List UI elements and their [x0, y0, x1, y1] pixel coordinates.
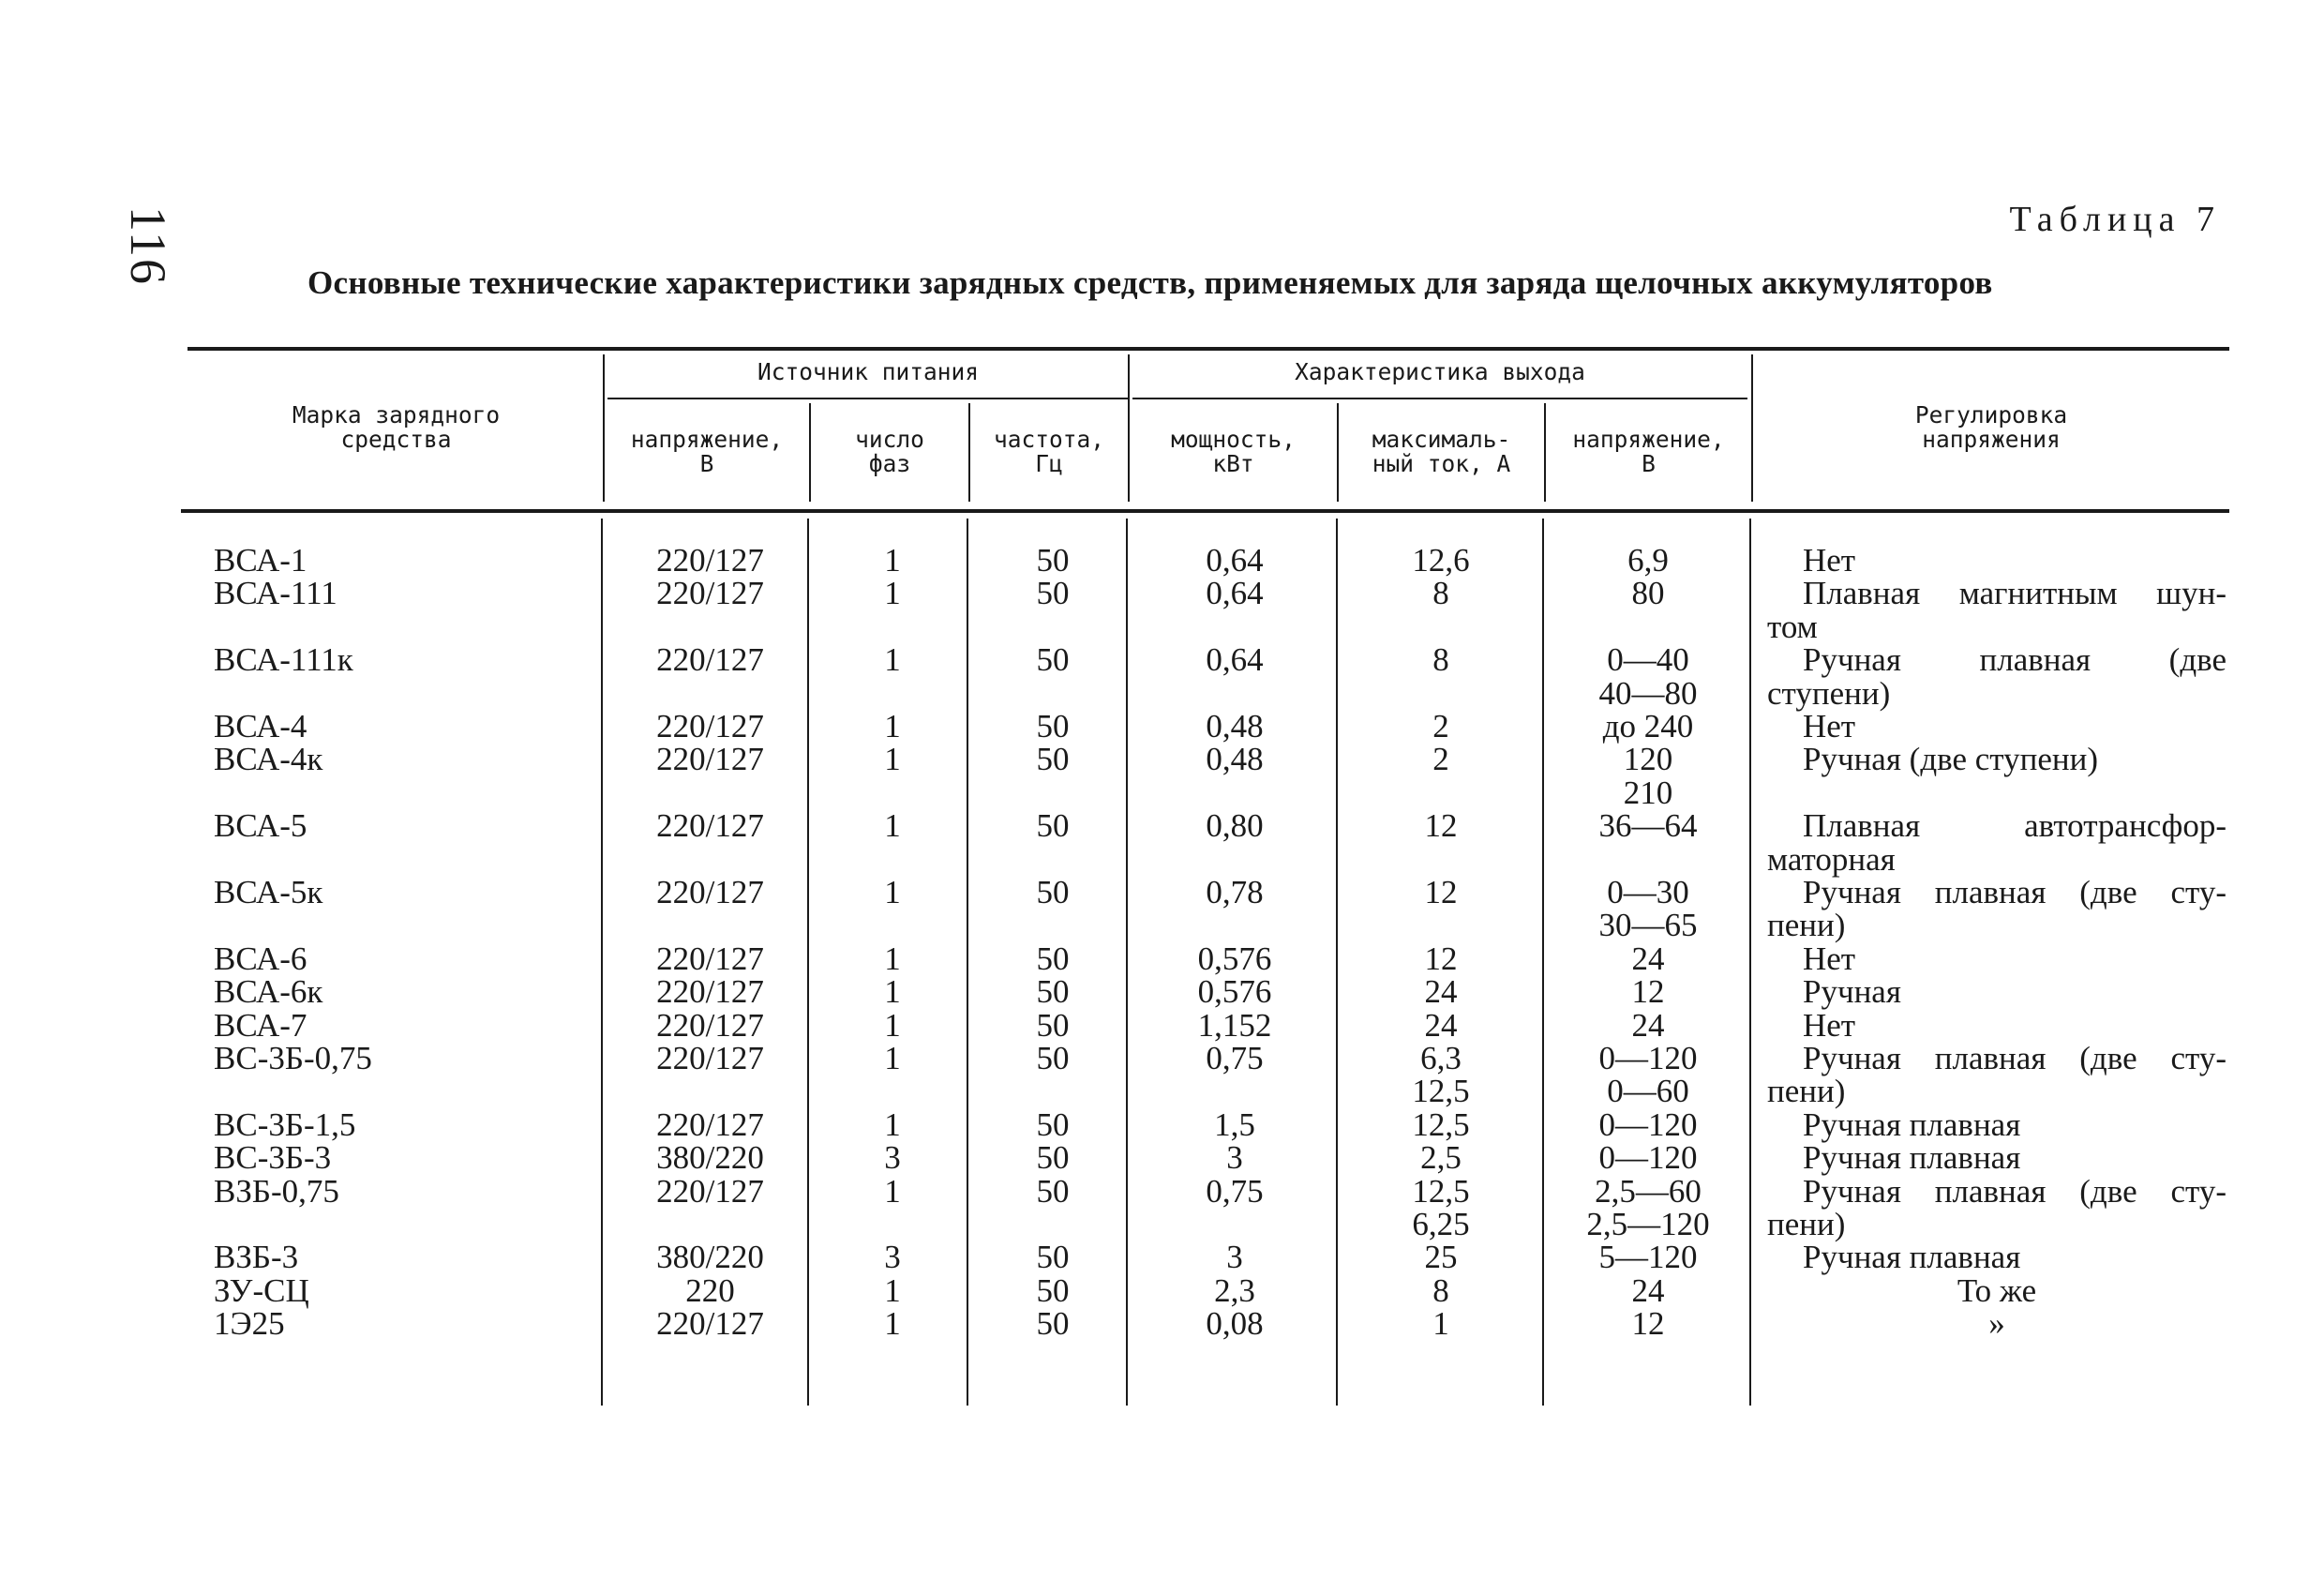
cell-phases: 1 [884, 1271, 901, 1309]
cell-regulation: Ручная плавная (две сту- [1803, 874, 2227, 910]
cell-voltage-out: 24 [1631, 1271, 1665, 1309]
cell-max-current: 12 [1424, 807, 1458, 845]
cell-voltage-out: 0—60 [1607, 1073, 1689, 1110]
cell-frequency: 50 [1036, 1040, 1070, 1076]
cell-brand: ВСА-111 [214, 575, 337, 612]
col-divider-body [1542, 519, 1544, 1406]
cell-voltage-out: до 240 [1602, 708, 1694, 744]
cell-voltage-in: 220/127 [656, 542, 764, 579]
cell-voltage-out: 30—65 [1598, 907, 1698, 944]
cell-power: 0,80 [1206, 807, 1264, 845]
group-rule-source [607, 398, 1129, 399]
cell-voltage-out: 12 [1631, 1305, 1665, 1343]
cell-voltage-out: 2,5—120 [1586, 1206, 1710, 1242]
cell-max-current: 6,25 [1412, 1206, 1470, 1242]
cell-power: 1,152 [1197, 1006, 1272, 1044]
cell-regulation: Ручная плавная [1803, 1139, 2021, 1177]
header-voltage-out: напряжение, В [1572, 426, 1725, 477]
cell-frequency: 50 [1036, 542, 1070, 579]
cell-brand: ВСА-4 [214, 708, 307, 744]
cell-max-current: 24 [1424, 973, 1458, 1011]
cell-regulation: Ручная (две ступени) [1803, 741, 2098, 778]
cell-max-current: 12,5 [1412, 1105, 1470, 1143]
cell-power: 0,48 [1206, 741, 1264, 778]
cell-voltage-out: 2,5—60 [1595, 1172, 1702, 1210]
cell-regulation: Нет [1803, 542, 1856, 579]
cell-phases: 1 [884, 1305, 901, 1343]
cell-regulation: маторная [1767, 840, 1896, 878]
cell-regulation: ступени) [1767, 674, 1891, 712]
cell-power: 0,64 [1206, 641, 1264, 679]
cell-voltage-in: 220/127 [656, 1172, 764, 1210]
cell-voltage-out: 0—30 [1607, 874, 1689, 910]
cell-regulation: Ручная плавная (две [1803, 641, 2227, 679]
cell-brand: ВСА-6 [214, 940, 307, 977]
cell-power: 0,78 [1206, 874, 1264, 910]
cell-regulation: Ручная плавная (две сту- [1803, 1040, 2227, 1076]
cell-frequency: 50 [1036, 1305, 1070, 1343]
cell-voltage-in: 380/220 [656, 1239, 764, 1276]
table-title: Основные технические характеристики зарядных средств, применяемых для заряда щелочных аккумуляторов [307, 264, 1993, 301]
cell-regulation: пени) [1767, 907, 1846, 944]
cell-regulation: пени) [1767, 1206, 1846, 1242]
cell-frequency: 50 [1036, 1172, 1070, 1210]
cell-regulation: Плавная магнитным шун- [1803, 575, 2227, 612]
cell-regulation: » [1988, 1305, 2005, 1343]
cell-max-current: 12,5 [1412, 1172, 1470, 1210]
cell-max-current: 8 [1432, 641, 1449, 679]
cell-voltage-out: 36—64 [1598, 807, 1698, 845]
cell-voltage-out: 40—80 [1598, 674, 1698, 712]
cell-brand: ВЗБ-0,75 [214, 1172, 339, 1210]
cell-frequency: 50 [1036, 1139, 1070, 1177]
cell-voltage-in: 220/127 [656, 1305, 764, 1343]
cell-power: 0,08 [1206, 1305, 1264, 1343]
cell-brand: ЗУ-СЦ [214, 1271, 309, 1309]
cell-voltage-out: 0—120 [1598, 1040, 1698, 1076]
cell-frequency: 50 [1036, 874, 1070, 910]
cell-power: 0,576 [1197, 940, 1272, 977]
cell-frequency: 50 [1036, 575, 1070, 612]
cell-max-current: 12,5 [1412, 1073, 1470, 1110]
cell-power: 0,576 [1197, 973, 1272, 1011]
cell-brand: ВСА-6к [214, 973, 323, 1011]
cell-brand: ВЗБ-3 [214, 1239, 299, 1276]
cell-frequency: 50 [1036, 1006, 1070, 1044]
cell-max-current: 24 [1424, 1006, 1458, 1044]
cell-voltage-out: 80 [1631, 575, 1665, 612]
cell-brand: ВСА-7 [214, 1006, 307, 1044]
cell-voltage-in: 220/127 [656, 940, 764, 977]
cell-max-current: 12 [1424, 874, 1458, 910]
cell-regulation: Ручная плавная [1803, 1105, 2021, 1143]
cell-phases: 3 [884, 1139, 901, 1177]
header-brand: Марка зарядного средства [292, 401, 501, 453]
cell-phases: 1 [884, 1040, 901, 1076]
header-voltage-in: напряжение, В [630, 426, 784, 477]
cell-max-current: 2,5 [1420, 1139, 1462, 1177]
cell-voltage-out: 0—40 [1607, 641, 1689, 679]
cell-max-current: 2 [1432, 741, 1449, 778]
cell-brand: ВС-3Б-0,75 [214, 1040, 372, 1076]
cell-phases: 1 [884, 973, 901, 1011]
cell-power: 3 [1226, 1239, 1243, 1276]
cell-brand: ВСА-5 [214, 807, 307, 845]
cell-voltage-out: 24 [1631, 940, 1665, 977]
cell-voltage-out: 0—120 [1598, 1105, 1698, 1143]
cell-brand: ВС-3Б-1,5 [214, 1105, 356, 1143]
header-frequency: частота, Гц [993, 426, 1104, 477]
cell-voltage-out: 24 [1631, 1006, 1665, 1044]
cell-power: 0,64 [1206, 542, 1264, 579]
cell-phases: 1 [884, 1105, 901, 1143]
cell-max-current: 6,3 [1420, 1040, 1462, 1076]
cell-power: 0,48 [1206, 708, 1264, 744]
cell-regulation: Нет [1803, 1006, 1856, 1044]
cell-regulation: Ручная плавная (две сту- [1803, 1172, 2227, 1210]
cell-phases: 1 [884, 1172, 901, 1210]
header-power: мощность, кВт [1171, 426, 1296, 477]
cell-regulation: Нет [1803, 708, 1856, 744]
cell-max-current: 2 [1432, 708, 1449, 744]
cell-voltage-out: 210 [1623, 774, 1673, 811]
cell-phases: 1 [884, 542, 901, 579]
cell-brand: ВСА-5к [214, 874, 323, 910]
cell-regulation: Плавная автотрансфор- [1803, 807, 2227, 845]
group-rule-output [1132, 398, 1747, 399]
cell-max-current: 1 [1432, 1305, 1449, 1343]
cell-phases: 3 [884, 1239, 901, 1276]
cell-regulation: пени) [1767, 1073, 1846, 1110]
cell-phases: 1 [884, 575, 901, 612]
header-output: Характеристика выхода [1295, 358, 1585, 385]
cell-power: 3 [1226, 1139, 1243, 1177]
cell-voltage-in: 220/127 [656, 973, 764, 1011]
header-power-source: Источник питания [757, 358, 979, 385]
cell-voltage-in: 220/127 [656, 1040, 764, 1076]
cell-frequency: 50 [1036, 641, 1070, 679]
table-label: Таблица 7 [2009, 200, 2221, 239]
cell-voltage-in: 220 [685, 1271, 735, 1309]
cell-power: 1,5 [1214, 1105, 1255, 1143]
cell-brand: ВСА-111к [214, 641, 353, 679]
cell-regulation: Ручная плавная [1803, 1239, 2021, 1276]
cell-power: 0,64 [1206, 575, 1264, 612]
cell-max-current: 25 [1424, 1239, 1458, 1276]
header-max-current: максималь- ный ток, А [1372, 426, 1511, 477]
cell-voltage-out: 5—120 [1598, 1239, 1698, 1276]
cell-frequency: 50 [1036, 807, 1070, 845]
cell-brand: ВС-3Б-3 [214, 1139, 332, 1177]
cell-phases: 1 [884, 940, 901, 977]
cell-voltage-out: 12 [1631, 973, 1665, 1011]
cell-brand: ВСА-1 [214, 542, 307, 579]
cell-regulation: Нет [1803, 940, 1856, 977]
cell-voltage-in: 220/127 [656, 641, 764, 679]
cell-voltage-in: 220/127 [656, 874, 764, 910]
cell-max-current: 8 [1432, 1271, 1449, 1309]
cell-regulation: То же [1957, 1271, 2037, 1309]
cell-voltage-in: 220/127 [656, 807, 764, 845]
cell-voltage-in: 220/127 [656, 1006, 764, 1044]
cell-frequency: 50 [1036, 1105, 1070, 1143]
header-bottom-rule [181, 509, 2229, 513]
cell-max-current: 12,6 [1412, 542, 1470, 579]
cell-power: 0,75 [1206, 1040, 1264, 1076]
page-number: 116 [120, 206, 176, 286]
top-rule [187, 347, 2229, 351]
cell-phases: 1 [884, 641, 901, 679]
col-divider-body [1749, 519, 1751, 1406]
cell-frequency: 50 [1036, 1239, 1070, 1276]
cell-max-current: 8 [1432, 575, 1449, 612]
cell-power: 2,3 [1214, 1271, 1255, 1309]
cell-frequency: 50 [1036, 973, 1070, 1011]
header-regulation: Регулировка напряжения [1914, 401, 2068, 453]
cell-frequency: 50 [1036, 1271, 1070, 1309]
cell-voltage-in: 220/127 [656, 708, 764, 744]
cell-frequency: 50 [1036, 741, 1070, 778]
col-divider-body [1336, 519, 1338, 1406]
cell-brand: 1Э25 [214, 1305, 285, 1343]
cell-regulation: Ручная [1803, 973, 1901, 1011]
cell-max-current: 12 [1424, 940, 1458, 977]
cell-voltage-in: 220/127 [656, 1105, 764, 1143]
cell-regulation: том [1767, 608, 1818, 645]
cell-phases: 1 [884, 874, 901, 910]
cell-frequency: 50 [1036, 940, 1070, 977]
header-phases: число фаз [855, 426, 924, 477]
cell-voltage-in: 220/127 [656, 575, 764, 612]
cell-frequency: 50 [1036, 708, 1070, 744]
cell-voltage-out: 6,9 [1627, 542, 1669, 579]
cell-phases: 1 [884, 807, 901, 845]
cell-power: 0,75 [1206, 1172, 1264, 1210]
cell-voltage-in: 380/220 [656, 1139, 764, 1177]
cell-phases: 1 [884, 1006, 901, 1044]
cell-voltage-in: 220/127 [656, 741, 764, 778]
cell-phases: 1 [884, 708, 901, 744]
cell-phases: 1 [884, 741, 901, 778]
cell-brand: ВСА-4к [214, 741, 323, 778]
cell-voltage-out: 0—120 [1598, 1139, 1698, 1177]
cell-voltage-out: 120 [1623, 741, 1673, 778]
